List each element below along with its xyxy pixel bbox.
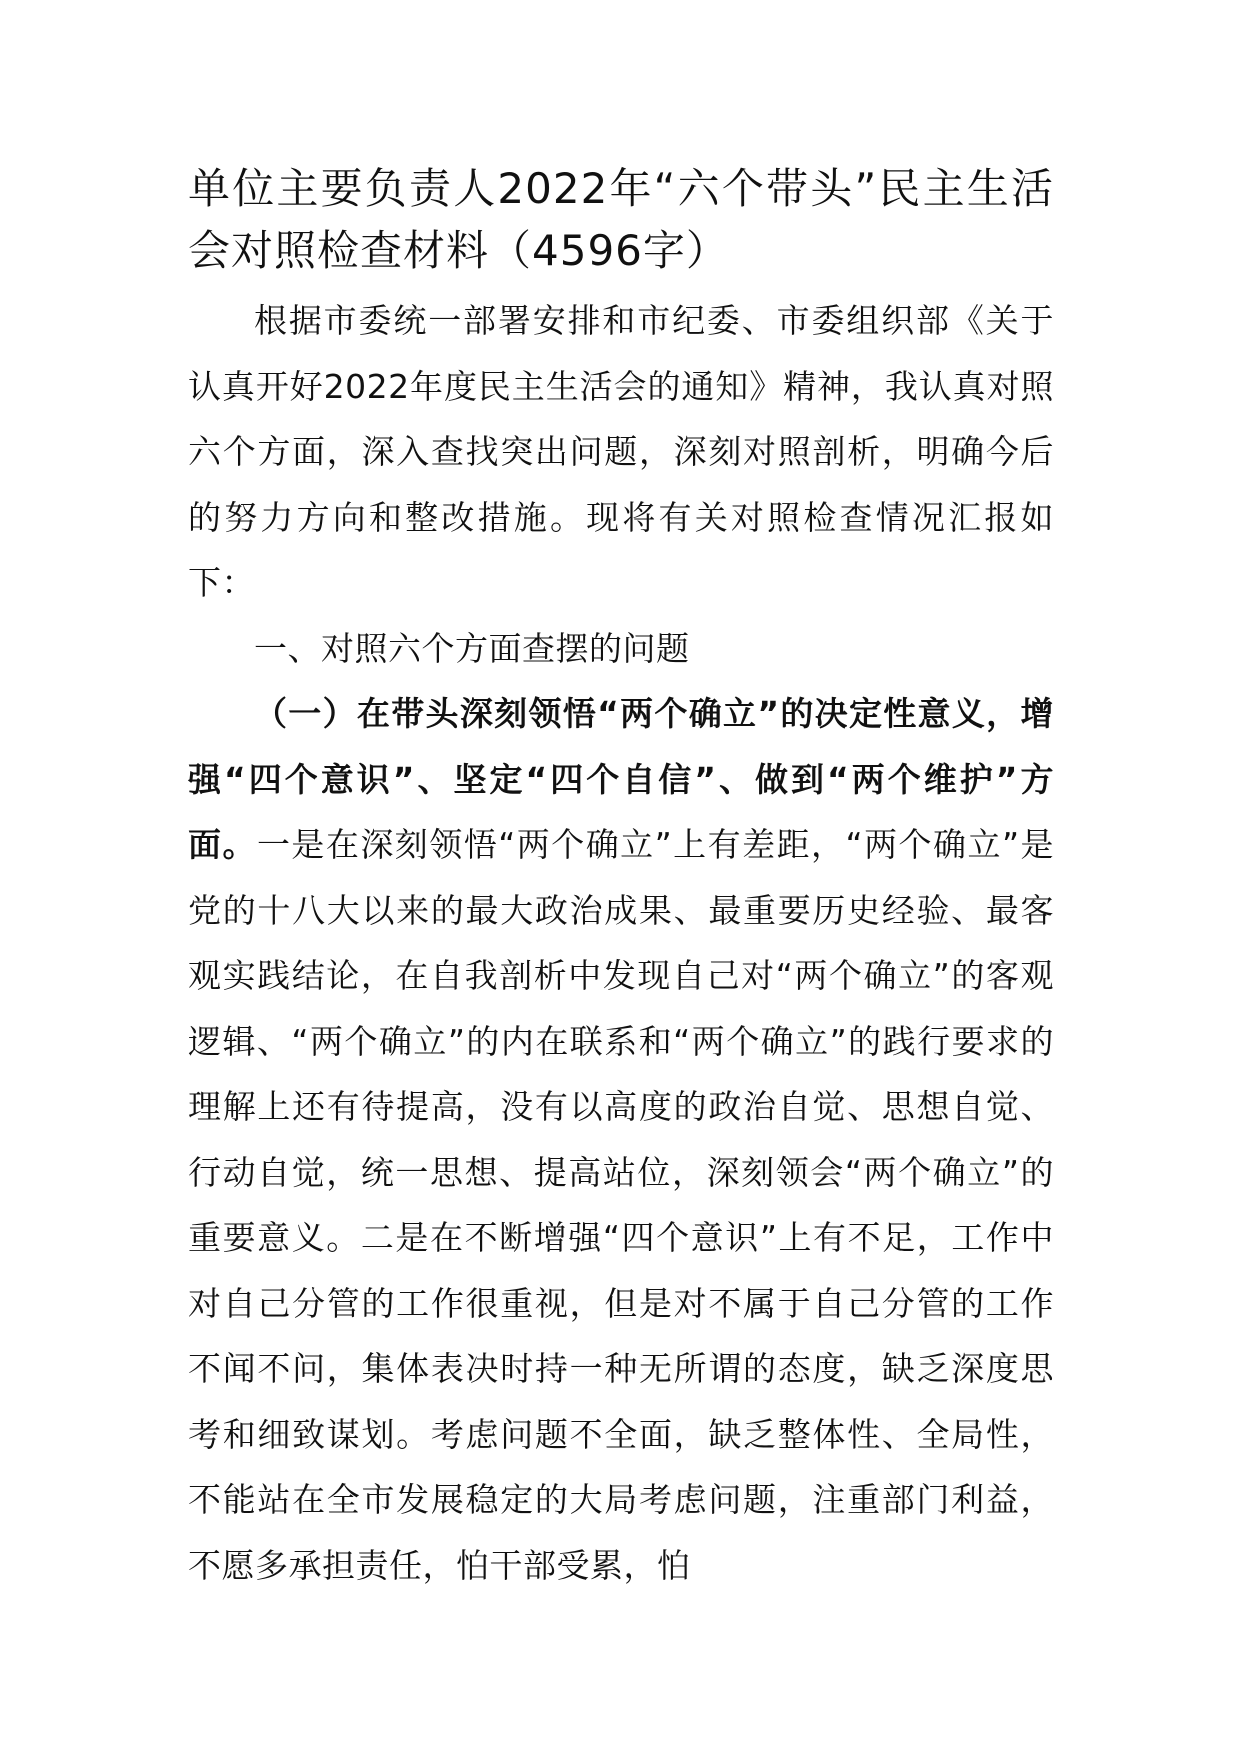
section-heading: 一、对照六个方面查摆的问题 bbox=[254, 628, 690, 668]
subsection-paragraph bbox=[188, 681, 1054, 1598]
intro-paragraph: 根据市委统一部署安排和市纪委、市委组织部《关于认真开好2022年度民主生活会的通知》精神，我认真对照六个方面，深入查找突出问题，深刻对照剖析，明确今后的努力方向和整改措施。现将有关对照检查情况汇报如下： bbox=[188, 301, 1054, 602]
document-page bbox=[188, 158, 1054, 1598]
subsection-heading: （一）在带头深刻领悟“两个确立”的决定性意义，增强“四个意识”、坚定“四个自信”、做到“两个维护”方面。 bbox=[188, 694, 1054, 864]
document-title: 单位主要负责人2022年“六个带头”民主生活会对照检查材料（4596字） bbox=[188, 164, 1054, 275]
subsection-body: 一是在深刻领悟“两个确立”上有差距，“两个确立”是党的十八大以来的最大政治成果、最重要历史经验、最客观实践结论，在自我剖析中发现自己对“两个确立”的客观逻辑、“两个确立”的内在联系和“两个确立”的践行要求的理解上还有待提高，没有以高度的政治自觉、思想自觉、行动自觉，统一思想、提高站位，深刻领会“两个确立”的重要意义。二是在不断增强“四个意识”上有不足，工作中对自己分管的工作很重视，但是对不属于自己分管的工作不闻不问，集体表决时持一种无所谓的态度，缺乏深度思考和细致谋划。考虑问题不全面，缺乏整体性、全局性，不能站在全市发展稳定的大局考虑问题，注重部门利益，不愿多承担责任，怕干部受累，怕 bbox=[188, 825, 1055, 1585]
